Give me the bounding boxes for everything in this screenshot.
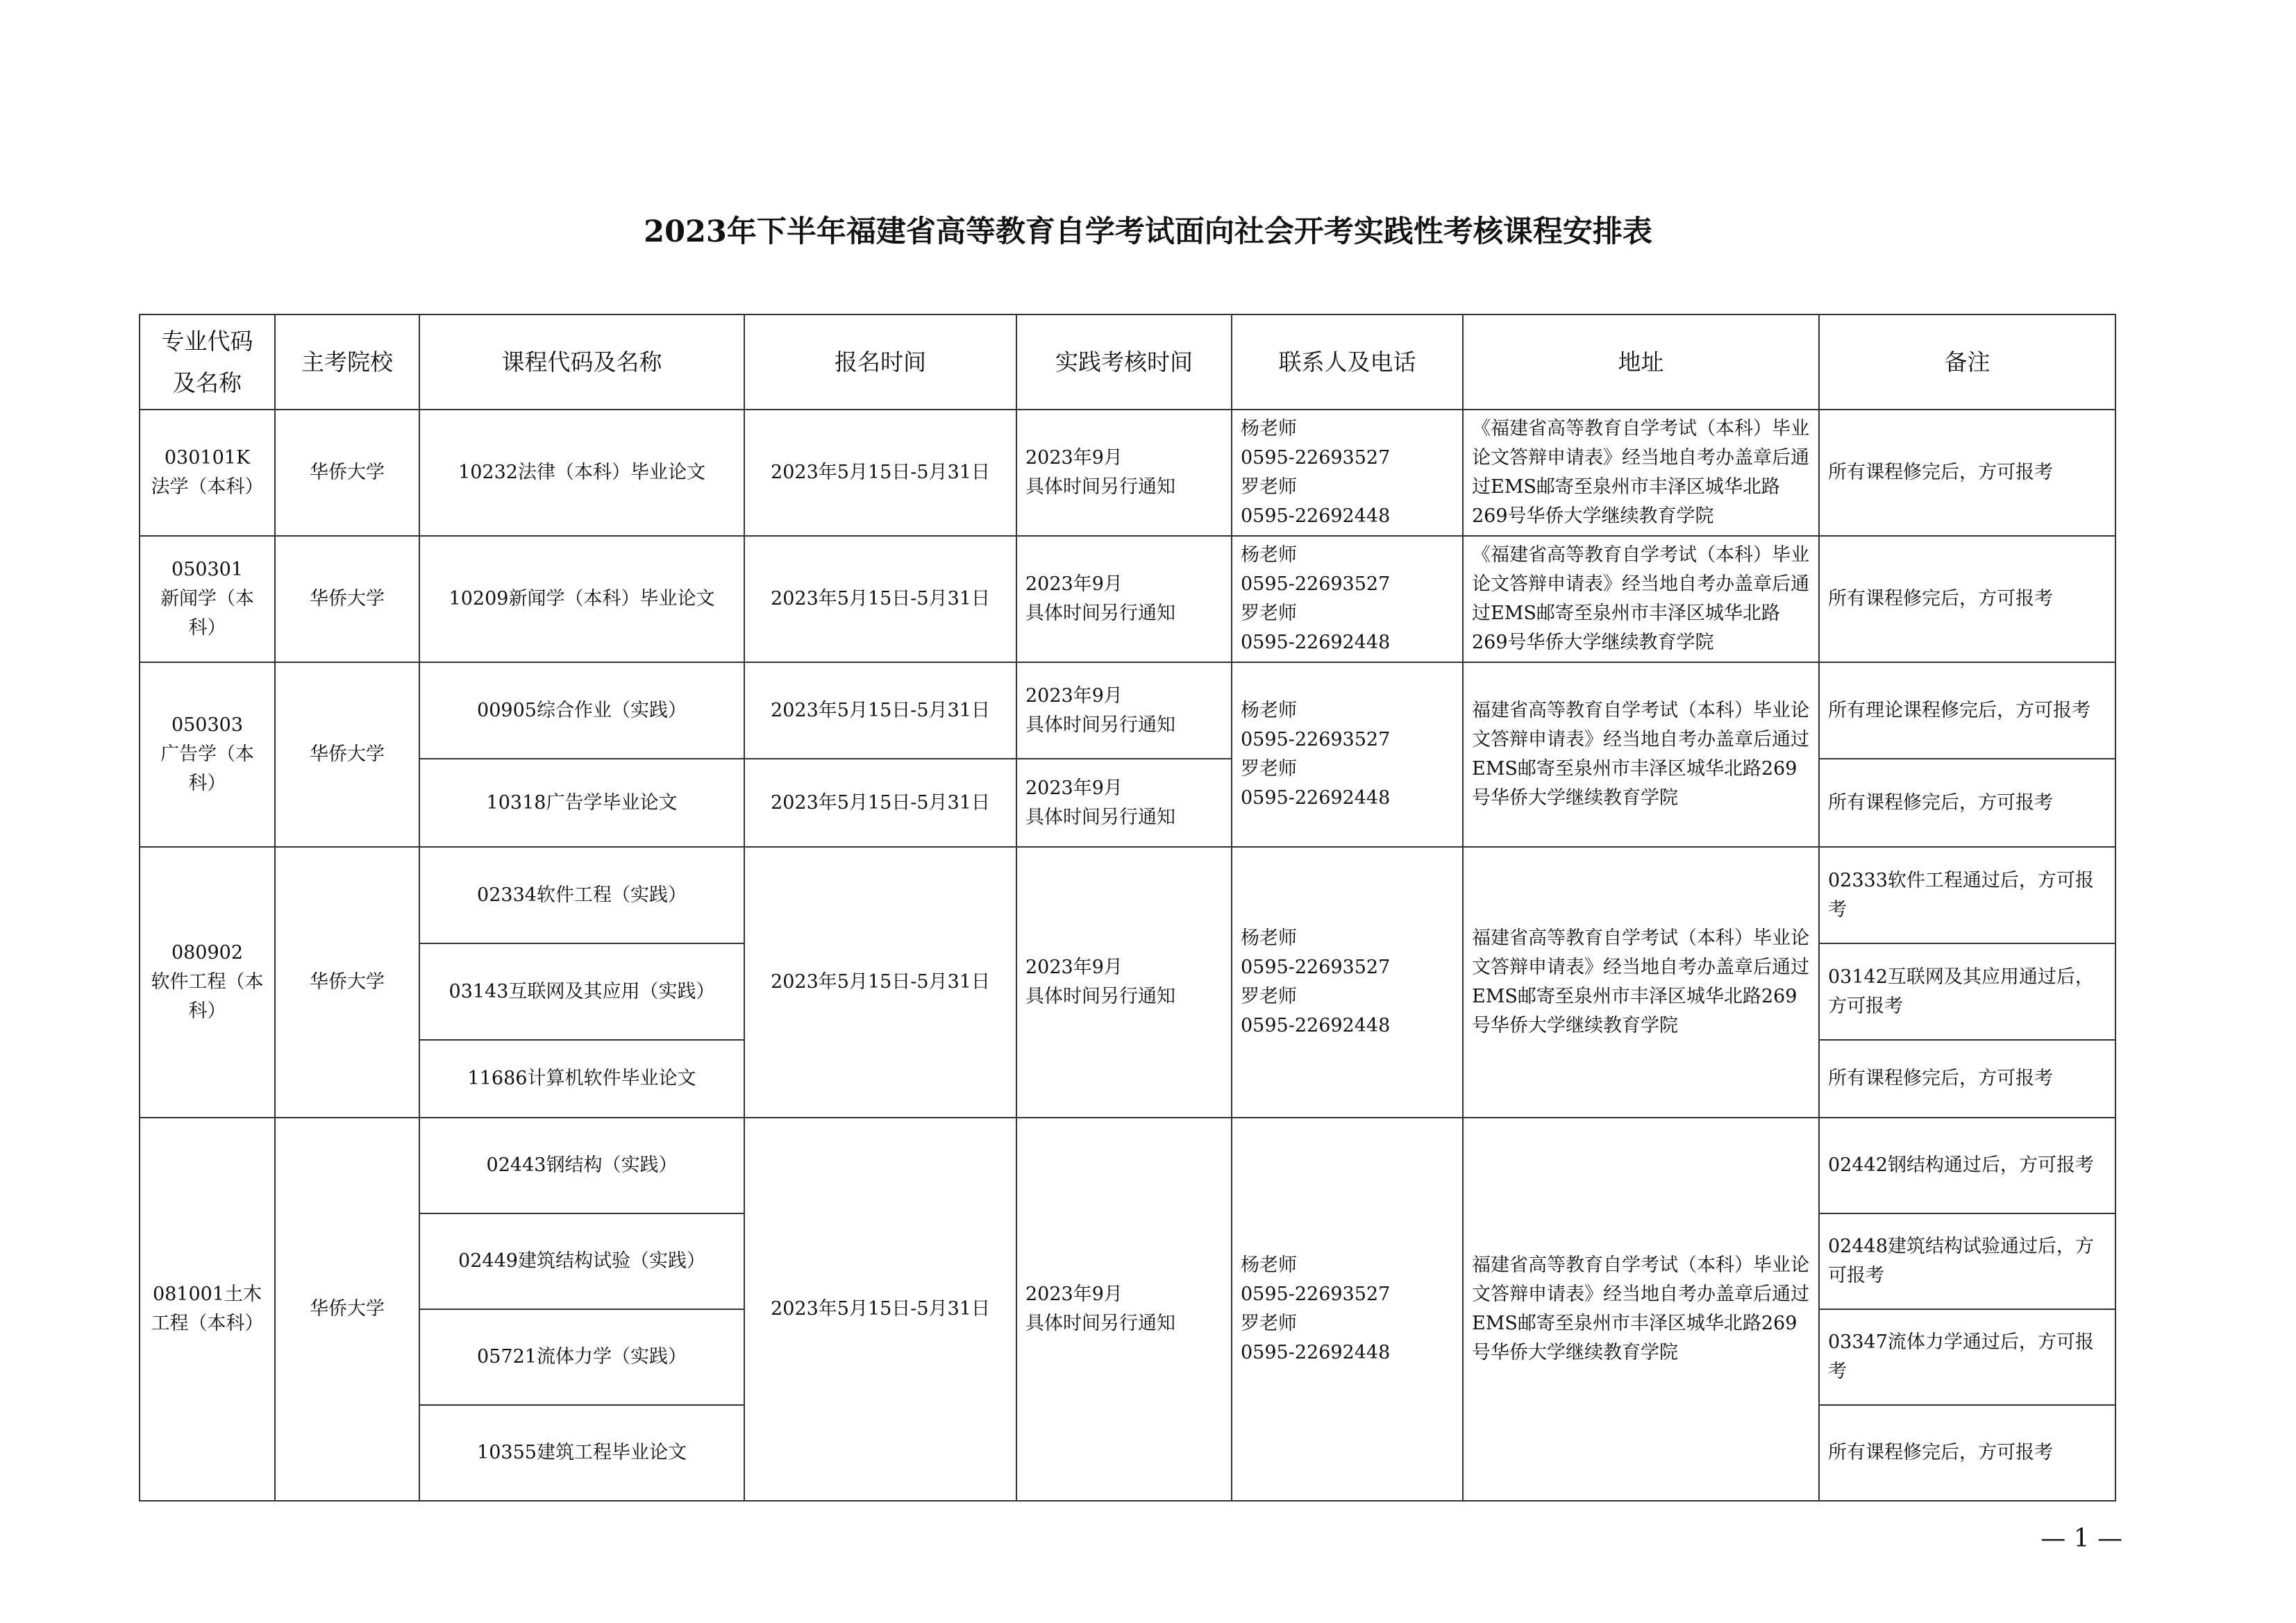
- contact-cell: 杨老师 0595-22693527 罗老师 0595-22692448: [1232, 662, 1463, 847]
- school-cell: 华侨大学: [275, 410, 419, 536]
- course-cell: 02449建筑结构试验（实践）: [419, 1213, 744, 1309]
- address-cell: 《福建省高等教育自学考试（本科）毕业论文答辩申请表》经当地自考办盖章后通过EMS邮寄至泉州市丰泽区城华北路269号华侨大学继续教育学院: [1463, 410, 1819, 536]
- header-major: 专业代码及名称: [140, 314, 275, 410]
- table-row: [140, 662, 2115, 759]
- reg-time-cell: 2023年5月15日-5月31日: [744, 662, 1016, 759]
- remark-cell: 03347流体力学通过后，方可报考: [1819, 1309, 2115, 1405]
- address-cell: 福建省高等教育自学考试（本科）毕业论文答辩申请表》经当地自考办盖章后通过EMS邮寄至泉州市丰泽区城华北路269号华侨大学继续教育学院: [1463, 847, 1819, 1118]
- major-cell: 030101K 法学（本科）: [140, 410, 275, 536]
- table-row: [140, 847, 2115, 943]
- school-cell: 华侨大学: [275, 662, 419, 847]
- page-number: — 1 —: [2041, 1524, 2122, 1553]
- remark-cell: 02448建筑结构试验通过后，方可报考: [1819, 1213, 2115, 1309]
- contact-cell: 杨老师 0595-22693527 罗老师 0595-22692448: [1232, 847, 1463, 1118]
- remark-cell: 所有课程修完后，方可报考: [1819, 536, 2115, 662]
- reg-time-cell: 2023年5月15日-5月31日: [744, 847, 1016, 1118]
- header-remark: 备注: [1819, 314, 2115, 410]
- address-cell: 福建省高等教育自学考试（本科）毕业论文答辩申请表》经当地自考办盖章后通过EMS邮寄至泉州市丰泽区城华北路269号华侨大学继续教育学院: [1463, 1118, 1819, 1501]
- header-exam-time: 实践考核时间: [1016, 314, 1232, 410]
- course-cell: 02334软件工程（实践）: [419, 847, 744, 943]
- major-cell: 081001土木工程（本科）: [140, 1118, 275, 1501]
- course-cell: 10355建筑工程毕业论文: [419, 1405, 744, 1501]
- contact-cell: 杨老师 0595-22693527 罗老师 0595-22692448: [1232, 410, 1463, 536]
- remark-cell: 所有课程修完后，方可报考: [1819, 759, 2115, 847]
- reg-time-cell: 2023年5月15日-5月31日: [744, 759, 1016, 847]
- course-cell: 00905综合作业（实践）: [419, 662, 744, 759]
- remark-cell: 所有课程修完后，方可报考: [1819, 1405, 2115, 1501]
- major-cell: 050303 广告学（本科）: [140, 662, 275, 847]
- table-row: [140, 536, 2115, 662]
- remark-cell: 02333软件工程通过后，方可报考: [1819, 847, 2115, 943]
- header-reg-time: 报名时间: [744, 314, 1016, 410]
- exam-time-cell: 2023年9月 具体时间另行通知: [1016, 1118, 1232, 1501]
- exam-time-cell: 2023年9月 具体时间另行通知: [1016, 847, 1232, 1118]
- course-cell: 10318广告学毕业论文: [419, 759, 744, 847]
- exam-time-cell: 2023年9月 具体时间另行通知: [1016, 759, 1232, 847]
- document-title: 2023年下半年福建省高等教育自学考试面向社会开考实践性考核课程安排表: [644, 215, 1652, 249]
- course-cell: 05721流体力学（实践）: [419, 1309, 744, 1405]
- major-cell: 050301 新闻学（本科）: [140, 536, 275, 662]
- course-cell: 11686计算机软件毕业论文: [419, 1040, 744, 1118]
- table-row: [140, 1118, 2115, 1213]
- reg-time-cell: 2023年5月15日-5月31日: [744, 410, 1016, 536]
- reg-time-cell: 2023年5月15日-5月31日: [744, 1118, 1016, 1501]
- address-cell: 《福建省高等教育自学考试（本科）毕业论文答辩申请表》经当地自考办盖章后通过EMS邮寄至泉州市丰泽区城华北路269号华侨大学继续教育学院: [1463, 536, 1819, 662]
- table-row: [140, 410, 2115, 536]
- table-row: [140, 759, 2115, 847]
- remark-cell: 所有课程修完后，方可报考: [1819, 1040, 2115, 1118]
- course-cell: 10209新闻学（本科）毕业论文: [419, 536, 744, 662]
- course-cell: 02443钢结构（实践）: [419, 1118, 744, 1213]
- remark-cell: 03142互联网及其应用通过后，方可报考: [1819, 943, 2115, 1040]
- exam-time-cell: 2023年9月 具体时间另行通知: [1016, 536, 1232, 662]
- schedule-table: [139, 314, 2116, 1502]
- header-address: 地址: [1463, 314, 1819, 410]
- contact-cell: 杨老师 0595-22693527 罗老师 0595-22692448: [1232, 1118, 1463, 1501]
- address-cell: 福建省高等教育自学考试（本科）毕业论文答辩申请表》经当地自考办盖章后通过EMS邮寄至泉州市丰泽区城华北路269号华侨大学继续教育学院: [1463, 662, 1819, 847]
- exam-time-cell: 2023年9月 具体时间另行通知: [1016, 662, 1232, 759]
- school-cell: 华侨大学: [275, 1118, 419, 1501]
- contact-cell: 杨老师 0595-22693527 罗老师 0595-22692448: [1232, 536, 1463, 662]
- exam-time-cell: 2023年9月 具体时间另行通知: [1016, 410, 1232, 536]
- course-cell: 03143互联网及其应用（实践）: [419, 943, 744, 1040]
- remark-cell: 02442钢结构通过后，方可报考: [1819, 1118, 2115, 1213]
- course-cell: 10232法律（本科）毕业论文: [419, 410, 744, 536]
- header-row: [140, 314, 2115, 410]
- header-contact: 联系人及电话: [1232, 314, 1463, 410]
- remark-cell: 所有理论课程修完后，方可报考: [1819, 662, 2115, 759]
- school-cell: 华侨大学: [275, 847, 419, 1118]
- school-cell: 华侨大学: [275, 536, 419, 662]
- major-cell: 080902 软件工程（本科）: [140, 847, 275, 1118]
- remark-cell: 所有课程修完后，方可报考: [1819, 410, 2115, 536]
- reg-time-cell: 2023年5月15日-5月31日: [744, 536, 1016, 662]
- header-course: 课程代码及名称: [419, 314, 744, 410]
- header-school: 主考院校: [275, 314, 419, 410]
